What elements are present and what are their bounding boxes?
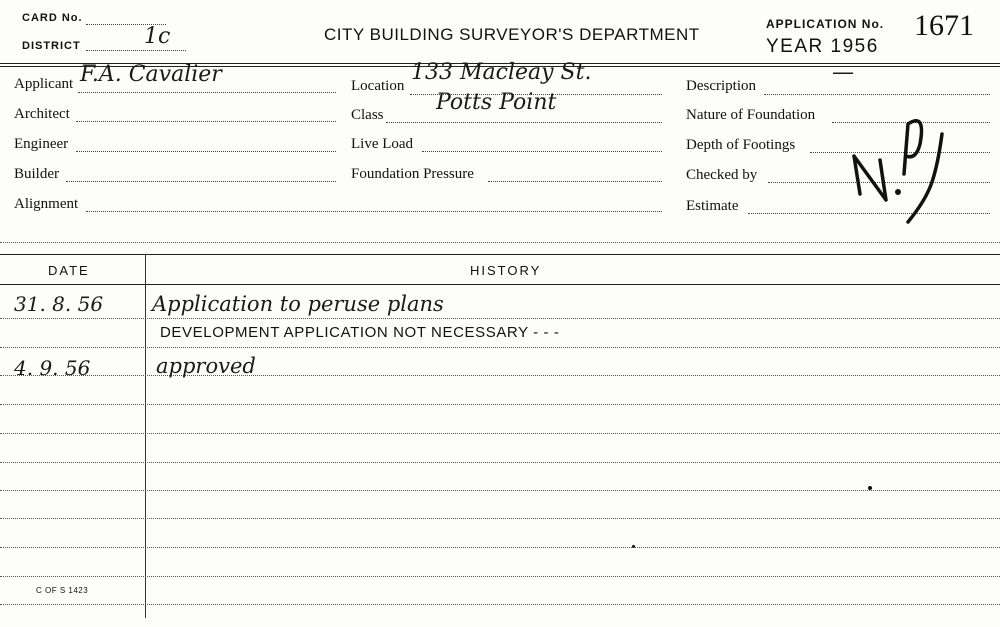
department-title: CITY BUILDING SURVEYOR'S DEPARTMENT <box>324 25 700 44</box>
history-entry-stamp: DEVELOPMENT APPLICATION NOT NECESSARY - - - <box>160 324 560 341</box>
live-load-line <box>422 151 662 152</box>
applicant-label: Applicant <box>14 76 74 92</box>
depth-of-footings-label: Depth of Footings <box>686 137 796 153</box>
history-rule <box>0 347 1000 348</box>
history-rule <box>0 375 1000 376</box>
estimate-label: Estimate <box>686 198 739 214</box>
application-no-label: APPLICATION No. <box>766 17 885 31</box>
history-rule <box>0 604 1000 605</box>
history-entry-text: approved <box>156 354 256 378</box>
history-rule <box>0 576 1000 577</box>
live-load-label: Live Load <box>351 136 414 152</box>
form-code: C OF S 1423 <box>36 586 89 595</box>
location-label: Location <box>351 78 405 94</box>
foundation-pressure-label: Foundation Pressure <box>351 166 474 182</box>
builder-label: Builder <box>14 166 59 182</box>
description-value: — <box>832 60 854 85</box>
engineer-label: Engineer <box>14 136 69 152</box>
history-entry-date: 31. 8. 56 <box>14 292 104 316</box>
ink-speck <box>632 545 635 548</box>
alignment-label: Alignment <box>14 196 79 212</box>
history-rule <box>0 318 1000 319</box>
alignment-line <box>86 211 662 212</box>
history-top-rule <box>0 254 1000 255</box>
location-value: 133 Macleay St. <box>411 60 592 85</box>
history-column-header: HISTORY <box>470 263 542 278</box>
fields-bottom-rule <box>0 242 1000 243</box>
checked-by-initials-signature <box>846 104 966 239</box>
description-label: Description <box>686 78 756 94</box>
class-line <box>386 122 662 123</box>
nature-of-foundation-label: Nature of Foundation <box>686 107 816 123</box>
foundation-pressure-line <box>488 181 662 182</box>
history-rule <box>0 433 1000 434</box>
application-number: 1671 <box>914 9 974 42</box>
builder-line <box>66 181 336 182</box>
class-label: Class <box>351 107 384 123</box>
architect-label: Architect <box>14 106 70 122</box>
year-label: YEAR 1956 <box>766 36 879 57</box>
history-rule <box>0 490 1000 491</box>
ink-speck <box>868 486 872 490</box>
date-column-header: DATE <box>48 263 90 278</box>
district-value: 1c <box>144 24 171 49</box>
date-column-divider <box>145 254 146 618</box>
description-line <box>764 94 990 95</box>
history-entry-date: 4. 9. 56 <box>14 356 91 380</box>
history-rule <box>0 547 1000 548</box>
initials-drawing <box>846 104 966 234</box>
history-rule <box>0 404 1000 405</box>
applicant-line <box>78 92 336 93</box>
card-no-label: CARD No. <box>22 12 83 24</box>
engineer-line <box>76 151 336 152</box>
architect-line <box>76 121 336 122</box>
history-header-rule <box>0 284 1000 285</box>
class-value: Potts Point <box>436 90 557 115</box>
district-line <box>86 50 186 51</box>
district-label: DISTRICT <box>22 40 81 52</box>
history-rule <box>0 518 1000 519</box>
applicant-value: F.A. Cavalier <box>80 62 222 87</box>
checked-by-label: Checked by <box>686 167 758 183</box>
history-rule <box>0 462 1000 463</box>
history-entry-text: Application to peruse plans <box>152 292 444 316</box>
